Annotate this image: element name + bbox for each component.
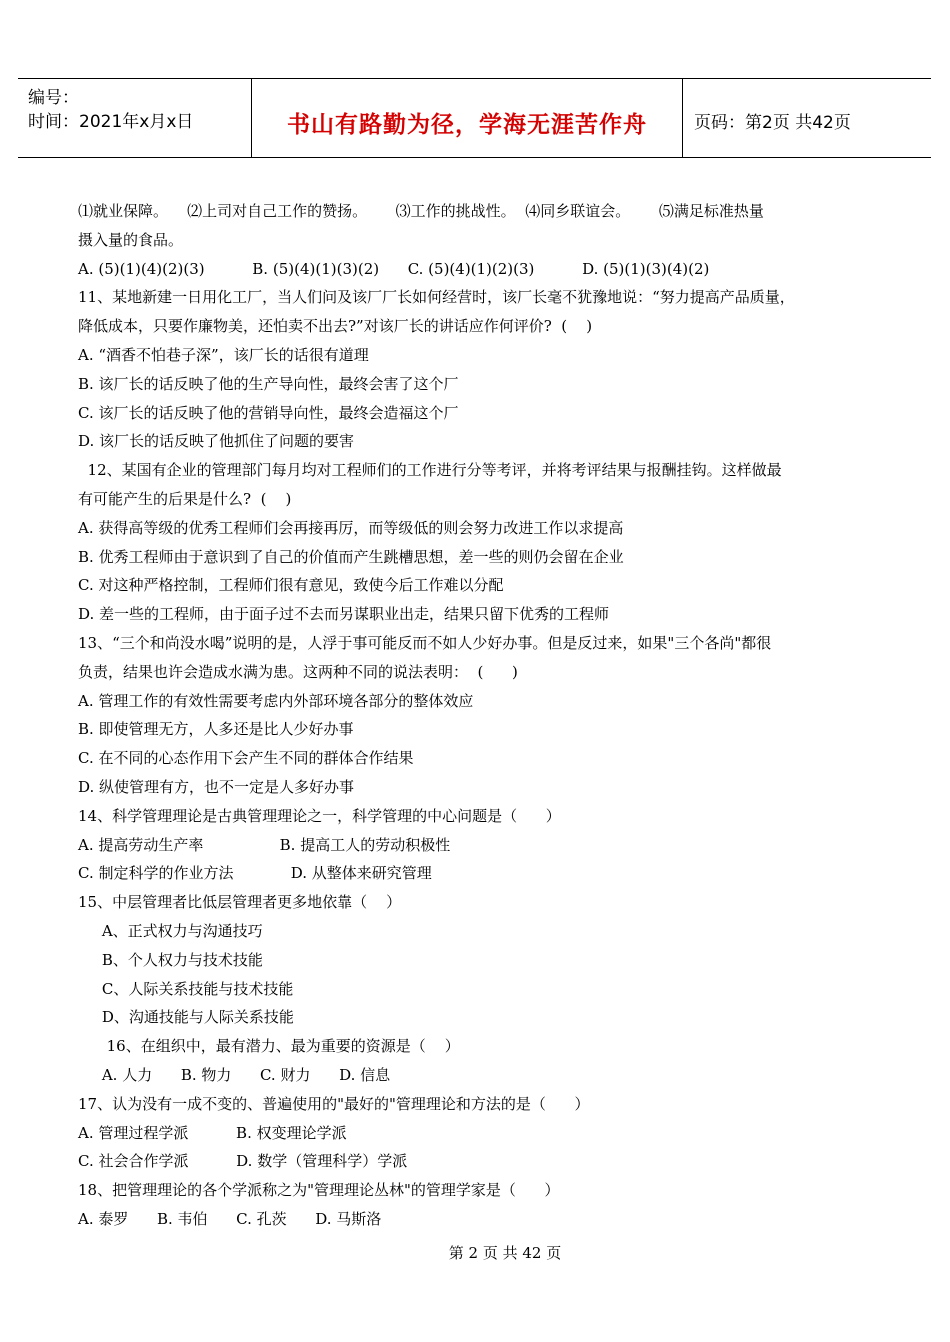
text-line: 14、科学管理理论是古典管理理论之一，科学管理的中心问题是（ ） (78, 806, 561, 825)
text-line: 16、在组织中，最有潜力、最为重要的资源是（ ） (78, 1037, 460, 1056)
text-line: A. 人力 B. 物力 C. 财力 D. 信息 (78, 1065, 391, 1084)
text-line: 18、把管理理论的各个学派称之为"管理理论丛林"的管理学家是（ ） (78, 1181, 560, 1200)
text-line: 17、认为没有一成不变的、普遍使用的"最好的"管理理论和方法的是（ ） (78, 1094, 590, 1113)
text-line: A. 管理过程学派 B. 权变理论学派 (78, 1123, 347, 1142)
text-line: A. 提高劳动生产率 B. 提高工人的劳动积极性 (78, 835, 451, 854)
header-left-cell (18, 79, 250, 157)
text-line: D. 差一些的工程师，由于面子过不去而另谋职业出走，结果只留下优秀的工程师 (78, 605, 610, 624)
text-line: B. 优秀工程师由于意识到了自己的价值而产生跳槽思想，差一些的则仍会留在企业 (78, 547, 624, 566)
text-line: B、个人权力与技术技能 (78, 950, 263, 969)
text-line: 摄入量的食品。 (78, 230, 184, 249)
document-number-label: 编号： (28, 88, 79, 108)
text-line: A. 管理工作的有效性需要考虑内外部环境各部分的整体效应 (78, 691, 474, 710)
text-line: B. 该厂长的话反映了他的生产导向性，最终会害了这个厂 (78, 374, 459, 393)
text-line: 13、“三个和尚没水喝”说明的是，人浮于事可能反而不如人少好办事。但是反过来，如果"三个各尚"都很 (78, 633, 772, 652)
text-line: 有可能产生的后果是什么? ( ) (78, 489, 292, 508)
header-motto: 书山有路勤为径，学海无涯苦作舟 (287, 111, 647, 138)
question-content (78, 197, 878, 1234)
text-line: A. 泰罗 B. 韦伯 C. 孔茨 D. 马斯洛 (78, 1209, 382, 1228)
text-line: B. 即使管理无方，人多还是比人少好办事 (78, 720, 354, 739)
text-line: C. 社会合作学派 D. 数学（管理科学）学派 (78, 1152, 408, 1171)
text-line: ⑴就业保障。 ⑵上司对自己工作的赞扬。 ⑶工作的挑战性。 ⑷同乡联谊会。 ⑸满足标准热量 (78, 202, 764, 220)
text-line: 负责，结果也许会造成水满为患。这两种不同的说法表明： ( ) (78, 662, 518, 681)
text-line: D. 该厂长的话反映了他抓住了问题的要害 (78, 432, 355, 451)
text-line: C、人际关系技能与技术技能 (78, 979, 294, 998)
document-time-label: 时间：2021年x月x日 (28, 112, 194, 132)
text-line: 降低成本，只要作廉物美，还怕卖不出去?”对该厂长的讲话应作何评价? ( ) (78, 317, 593, 336)
text-line: C. 制定科学的作业方法 D. 从整体来研究管理 (78, 864, 432, 883)
page-header (18, 78, 931, 158)
text-line: A. “酒香不怕巷子深”，该厂长的话很有道理 (78, 345, 369, 364)
text-line: A. (5)(1)(4)(2)(3) B. (5)(4)(1)(3)(2) C. (5)(4)(1)(2)(3) D. (5)(1)(3)(4)(2) (78, 259, 710, 278)
header-center-cell (251, 79, 683, 157)
text-line: D、沟通技能与人际关系技能 (78, 1008, 294, 1027)
text-line: C. 在不同的心态作用下会产生不同的群体合作结果 (78, 749, 414, 768)
text-line: A. 获得高等级的优秀工程师们会再接再厉，而等级低的则会努力改进工作以求提高 (78, 518, 624, 537)
text-line: C. 该厂长的话反映了他的营销导向性，最终会造福这个厂 (78, 403, 459, 422)
header-right-cell (682, 79, 931, 157)
page-footer: 第 2 页 共 42 页 (448, 1244, 562, 1262)
text-line: 12、某国有企业的管理部门每月均对工程师们的工作进行分等考评，并将考评结果与报酬挂钩。这样做最 (78, 461, 782, 480)
text-line: A、正式权力与沟通技巧 (78, 921, 263, 940)
text-line: 11、某地新建一日用化工厂，当人们问及该厂厂长如何经营时，该厂长毫不犹豫地说：“努力提高产品质量， (78, 288, 795, 307)
text-line: D. 纵使管理有方，也不一定是人多好办事 (78, 777, 355, 796)
text-line: 15、中层管理者比低层管理者更多地依靠（ ） (78, 893, 402, 912)
text-line: C. 对这种严格控制，工程师们很有意见，致使今后工作难以分配 (78, 576, 504, 595)
header-page-number: 页码：第2页 共42页 (694, 112, 851, 133)
